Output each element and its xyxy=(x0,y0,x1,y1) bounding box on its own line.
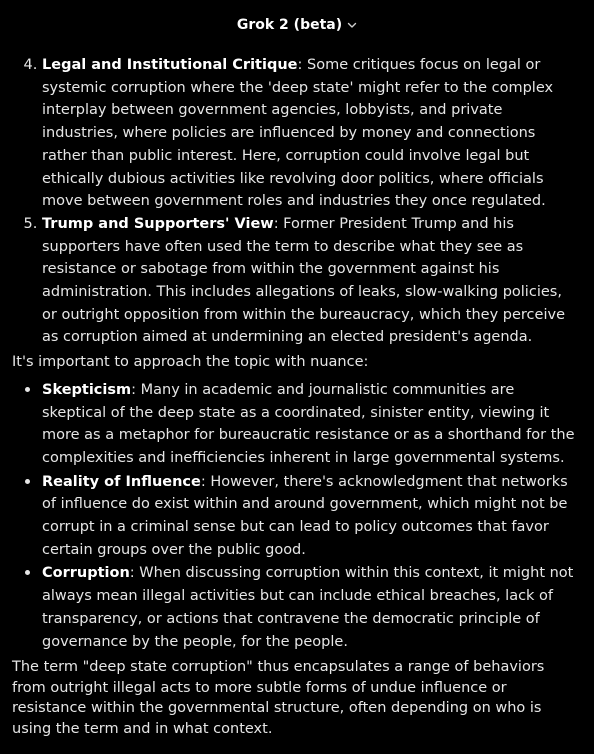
list-item xyxy=(42,561,576,653)
item-text: : However, there's acknowledgment that networks of influence do exist within and around government, which might not be corrupt in a criminal sense but can lead to policy outcomes that favor certain groups over the public good. xyxy=(42,473,568,558)
numbered-list xyxy=(12,54,576,349)
model-selector-button[interactable] xyxy=(237,17,357,33)
assistant-message xyxy=(0,50,594,739)
bullet-list xyxy=(12,378,576,653)
list-item xyxy=(42,378,576,470)
item-title: Corruption xyxy=(42,565,130,582)
item-text: : Many in academic and journalistic communities are skeptical of the deep state as a coordinated, sinister entity, viewing it more as a metaphor for bureaucratic resistance or as a shorthand for the complexities and inefficiencies inherent in large governmental systems. xyxy=(42,381,575,466)
item-text: : Former President Trump and his supporters have often used the term to describe what they see as resistance or sabotage from within the government against his administration. This includes allegations of leaks, slow-walking policies, or outright opposition from within the bureaucracy, which they perceive as corruption aimed at undermining an elected president's agenda. xyxy=(42,215,565,346)
closing-paragraph: The term "deep state corruption" thus encapsulates a range of behaviors from outright illegal acts to more subtle forms of undue influence or resistance within the governmental structure, often depending on who is using the term and in what context. xyxy=(12,659,545,737)
list-item xyxy=(42,54,576,213)
chevron-down-icon xyxy=(347,20,357,30)
top-header xyxy=(0,0,594,50)
item-text: : When discussing corruption within this context, it might not always mean illegal activities but can include ethical breaches, lack of transparency, or actions that contravene the democratic principle of governance by the people, for the people. xyxy=(42,565,574,650)
item-title: Skepticism xyxy=(42,381,132,398)
intro-paragraph: It's important to approach the topic with nuance: xyxy=(12,354,369,371)
item-title: Reality of Influence xyxy=(42,473,201,490)
item-title: Legal and Institutional Critique xyxy=(42,57,298,73)
model-label: Grok 2 (beta) xyxy=(236,17,343,33)
item-title: Trump and Supporters' View xyxy=(42,215,274,232)
list-item xyxy=(42,213,576,349)
item-text: : Some critiques focus on legal or systemic corruption where the 'deep state' might refer to the complex interplay between government agencies, lobbyists, and private industries, where policies are influenced by money and connections rather than public interest. Here, corruption could involve legal but ethically dubious activities like revolving door politics, where officials move between government roles and industries they once regulated. xyxy=(42,57,554,210)
list-item xyxy=(42,470,576,562)
